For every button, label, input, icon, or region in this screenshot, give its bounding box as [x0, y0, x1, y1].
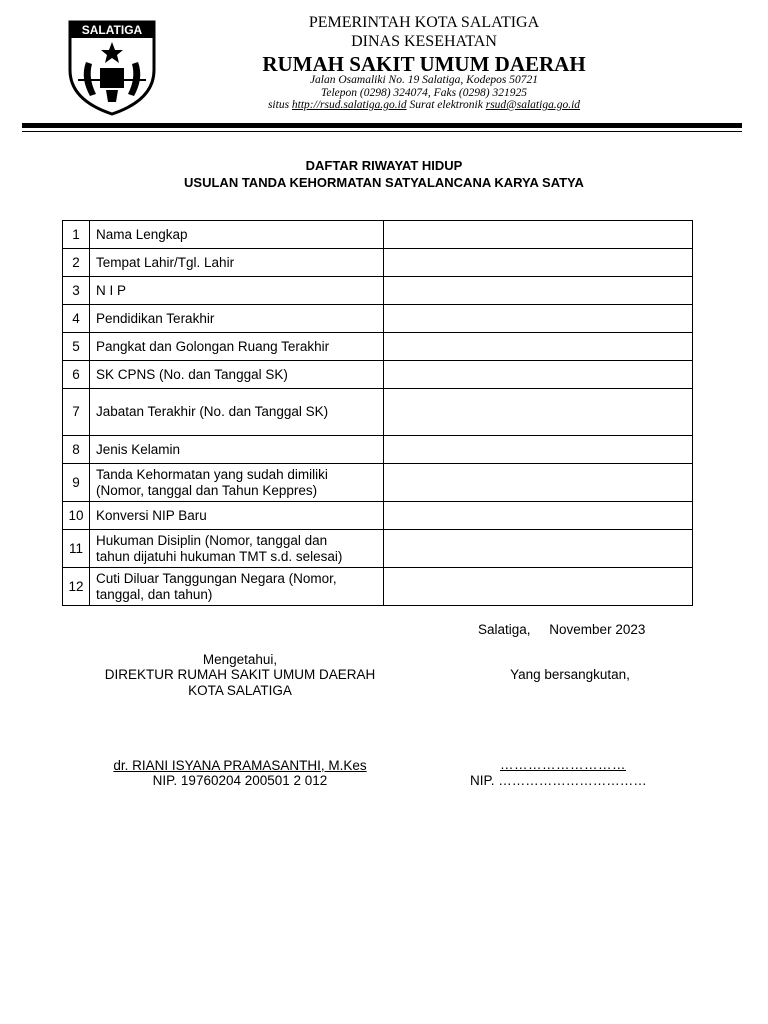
row-number: 6 — [63, 361, 90, 389]
place-date: Salatiga, November 2023 — [478, 622, 646, 637]
header-hospital: RUMAH SAKIT UMUM DAERAH — [262, 52, 586, 76]
director-city: KOTA SALATIGA — [188, 683, 292, 698]
table-row — [63, 361, 693, 389]
table-row — [63, 502, 693, 530]
row-label: Jenis Kelamin — [90, 436, 384, 464]
header-department: DINAS KESEHATAN — [351, 33, 497, 50]
row-value[interactable] — [384, 277, 693, 305]
row-number: 5 — [63, 333, 90, 361]
row-value[interactable] — [384, 389, 693, 436]
salatiga-logo — [66, 18, 158, 116]
row-number: 8 — [63, 436, 90, 464]
known-by-label: Mengetahui, — [202, 652, 278, 667]
logo-text: SALATIGA — [81, 23, 143, 37]
row-label-line2: tahun dijatuhi hukuman TMT s.d. selesai) — [96, 548, 343, 564]
row-value[interactable] — [384, 464, 693, 502]
header-contact — [200, 99, 648, 111]
table-row — [63, 568, 693, 606]
row-value[interactable] — [384, 361, 693, 389]
table-row — [63, 436, 693, 464]
row-value[interactable] — [384, 568, 693, 606]
row-number: 12 — [63, 568, 90, 606]
row-number: 10 — [63, 502, 90, 530]
applicant-nip-blank[interactable]: NIP. …………………………… — [470, 773, 647, 788]
row-label: Nama Lengkap — [90, 221, 384, 249]
applicant-name-blank[interactable]: ……………………… — [500, 757, 626, 772]
table-row — [63, 277, 693, 305]
header-government: PEMERINTAH KOTA SALATIGA — [308, 14, 540, 31]
row-label-line1: Hukuman Disiplin (Nomor, tanggal dan — [96, 532, 328, 548]
row-value[interactable] — [384, 249, 693, 277]
director-name: dr. RIANI ISYANA PRAMASANTHI, M.Kes — [113, 758, 367, 773]
row-number: 9 — [63, 464, 90, 502]
site-link[interactable]: http://rsud.salatiga.go.id — [291, 99, 407, 111]
row-label: N I P — [90, 277, 384, 305]
table-row — [63, 464, 693, 502]
row-label: Konversi NIP Baru — [90, 502, 384, 530]
email-label: Surat elektronik — [409, 99, 483, 111]
table-row — [63, 530, 693, 568]
document-title: DAFTAR RIWAYAT HIDUP — [305, 158, 463, 173]
header-divider-thin — [22, 131, 742, 132]
row-value[interactable] — [384, 333, 693, 361]
site-label: situs — [267, 99, 290, 111]
row-label-line2: tanggal, dan tahun) — [96, 586, 213, 602]
header-divider-thick — [22, 123, 742, 128]
row-number: 2 — [63, 249, 90, 277]
row-label: SK CPNS (No. dan Tanggal SK) — [90, 361, 384, 389]
row-label-line1: Tanda Kehormatan yang sudah dimiliki — [96, 466, 328, 482]
row-label-multiline — [90, 530, 384, 568]
table-row — [63, 221, 693, 249]
row-value[interactable] — [384, 436, 693, 464]
email-link[interactable]: rsud@salatiga.go.id — [485, 99, 581, 111]
row-value[interactable] — [384, 221, 693, 249]
biodata-table — [62, 220, 693, 606]
document-subtitle: USULAN TANDA KEHORMATAN SATYALANCANA KARYA SATYA — [184, 175, 584, 190]
row-label-multiline — [90, 568, 384, 606]
row-label-multiline — [90, 464, 384, 502]
row-label: Pangkat dan Golongan Ruang Terakhir — [90, 333, 384, 361]
row-value[interactable] — [384, 502, 693, 530]
row-value[interactable] — [384, 305, 693, 333]
row-label: Tempat Lahir/Tgl. Lahir — [90, 249, 384, 277]
row-number: 7 — [63, 389, 90, 436]
header-address: Jalan Osamaliki No. 19 Salatiga, Kodepos 50721 — [309, 74, 539, 86]
row-number: 3 — [63, 277, 90, 305]
row-number: 11 — [63, 530, 90, 568]
row-label-line2: (Nomor, tanggal dan Tahun Keppres) — [96, 482, 318, 498]
table-row — [63, 249, 693, 277]
row-label: Jabatan Terakhir (No. dan Tanggal SK) — [90, 389, 384, 436]
header-phone: Telepon (0298) 324074, Faks (0298) 321925 — [321, 87, 527, 99]
director-title: DIREKTUR RUMAH SAKIT UMUM DAERAH — [104, 667, 376, 682]
row-label: Pendidikan Terakhir — [90, 305, 384, 333]
table-row — [63, 333, 693, 361]
director-nip: NIP. 19760204 200501 2 012 — [152, 773, 328, 788]
table-row — [63, 305, 693, 333]
row-number: 1 — [63, 221, 90, 249]
row-value[interactable] — [384, 530, 693, 568]
row-number: 4 — [63, 305, 90, 333]
table-row — [63, 389, 693, 436]
applicant-label: Yang bersangkutan, — [510, 667, 630, 682]
row-label-line1: Cuti Diluar Tanggungan Negara (Nomor, — [96, 570, 337, 586]
